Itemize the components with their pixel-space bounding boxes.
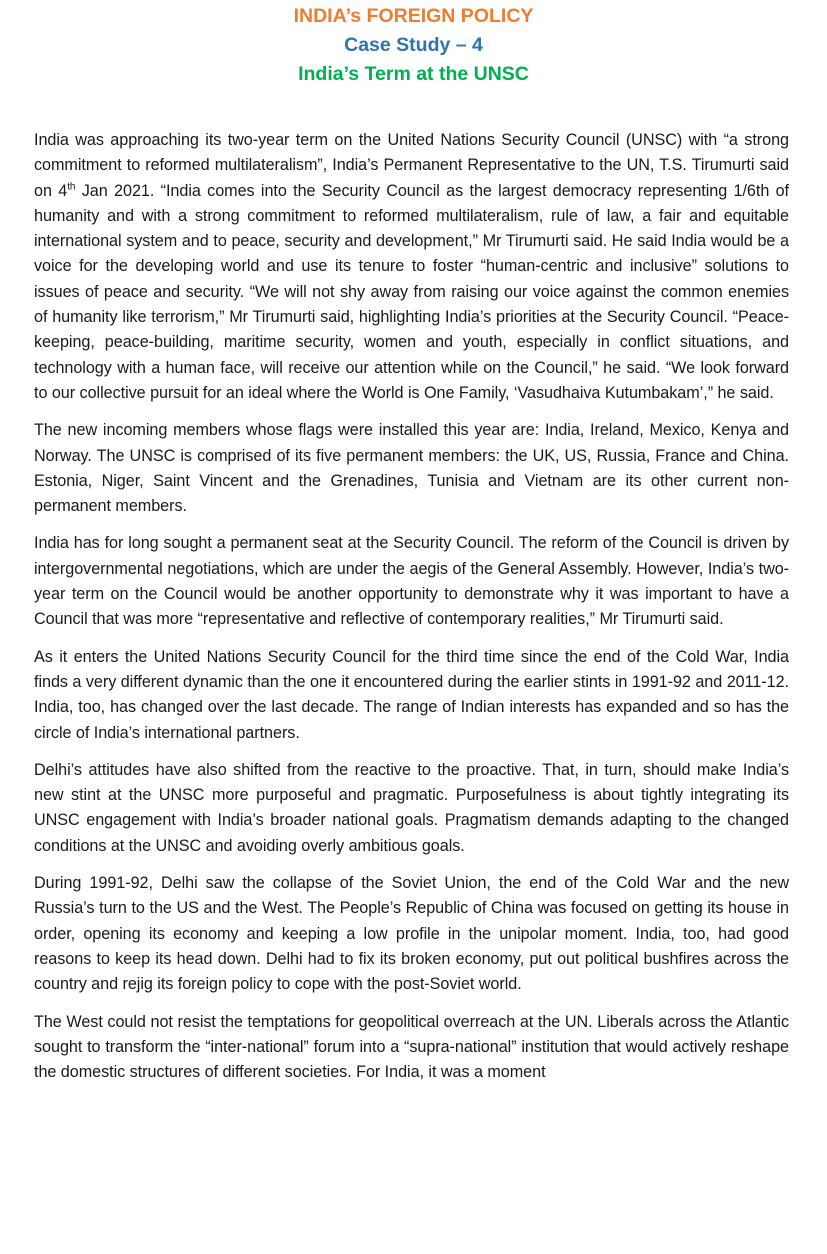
paragraph-1-part-b: Jan 2021. “India comes into the Security Council as the largest democracy representing 1/6th of humanity and with a strong commitment to reformed multilateralism, rule of law, a fair and equitable international system and to peace, security and development,” Mr Tirumurti said. He said India would be a voice for the developing world and use its tenure to foster “human-centric and inclusive” solutions to issues of peace and security. “We will not shy away from raising our voice against the common enemies of humanity like terrorism,” Mr Tirumurti said, highlighting India’s priorities at the Security Council. “Peace-keeping, peace-building, maritime security, women and youth, especially in conflict situations, and technology with a human face, will receive our attention while on the Council,” he said. “We look forward to our collective pursuit for an ideal where the World is One Family, ‘Vasudhaiva Kutumbakam’,” he said. <box>34 181 789 402</box>
ordinal-superscript: th <box>67 181 76 193</box>
paragraph-1-part-a: India was approaching its two-year term on the United Nations Security Council (UNSC) with “a strong commitment to reformed multilateralism”, India’s Permanent Representative to the UN, T.S. Tirumurti said on 4 <box>34 131 789 200</box>
paragraph-6: During 1991-92, Delhi saw the collapse of the Soviet Union, the end of the Cold War and the new Russia’s turn to the US and the West. The People’s Republic of China was focused on getting its house in order, opening its economy and keeping a low profile in the unipolar moment. India, too, had good reasons to keep its head down. Delhi had to fix its broken economy, put out political bushfires across the country and rejig its foreign policy to cope with the post-Soviet world. <box>34 874 789 994</box>
case-study-title: India’s Term at the UNSC <box>298 63 529 85</box>
case-study-label: Case Study – 4 <box>344 34 483 56</box>
paragraph-3: India has for long sought a permanent seat at the Security Council. The reform of the Council is driven by intergovernmental negotiations, which are under the aegis of the General Assembly. However, India’s two-year term on the Council would be another opportunity to demonstrate why it was important to have a Council that was more “representative and reflective of contemporary realities,” Mr Tirumurti said. <box>34 534 789 629</box>
document-header <box>0 0 827 89</box>
paragraph-4: As it enters the United Nations Security Council for the third time since the end of the Cold War, India finds a very different dynamic than the one it encountered during the earlier stints in 1991-92 and 2011-12. India, too, has changed over the last decade. The range of Indian interests has expanded and so has the circle of India’s international partners. <box>34 647 789 742</box>
document-body <box>34 128 789 1097</box>
paragraph-7: The West could not resist the temptations for geopolitical overreach at the UN. Liberals across the Atlantic sought to transform the “inter-national” forum into a “supra-national” institution that would actively reshape the domestic structures of different societies. For India, it was a moment <box>34 1012 789 1082</box>
paragraph-2: The new incoming members whose flags were installed this year are: India, Ireland, Mexico, Kenya and Norway. The UNSC is comprised of its five permanent members: the UK, US, Russia, France and China. Estonia, Niger, Saint Vincent and the Grenadines, Tunisia and Vietnam are its other current non-permanent members. <box>34 421 789 516</box>
paragraph-5: Delhi’s attitudes have also shifted from the reactive to the proactive. That, in turn, should make India’s new stint at the UNSC more purposeful and pragmatic. Purposefulness is about tightly integrating its UNSC engagement with India’s broader national goals. Pragmatism demands adapting to the changed conditions at the UNSC and avoiding overly ambitious goals. <box>34 760 789 855</box>
document-title: INDIA’s FOREIGN POLICY <box>293 5 534 27</box>
paragraph-1 <box>34 128 789 406</box>
